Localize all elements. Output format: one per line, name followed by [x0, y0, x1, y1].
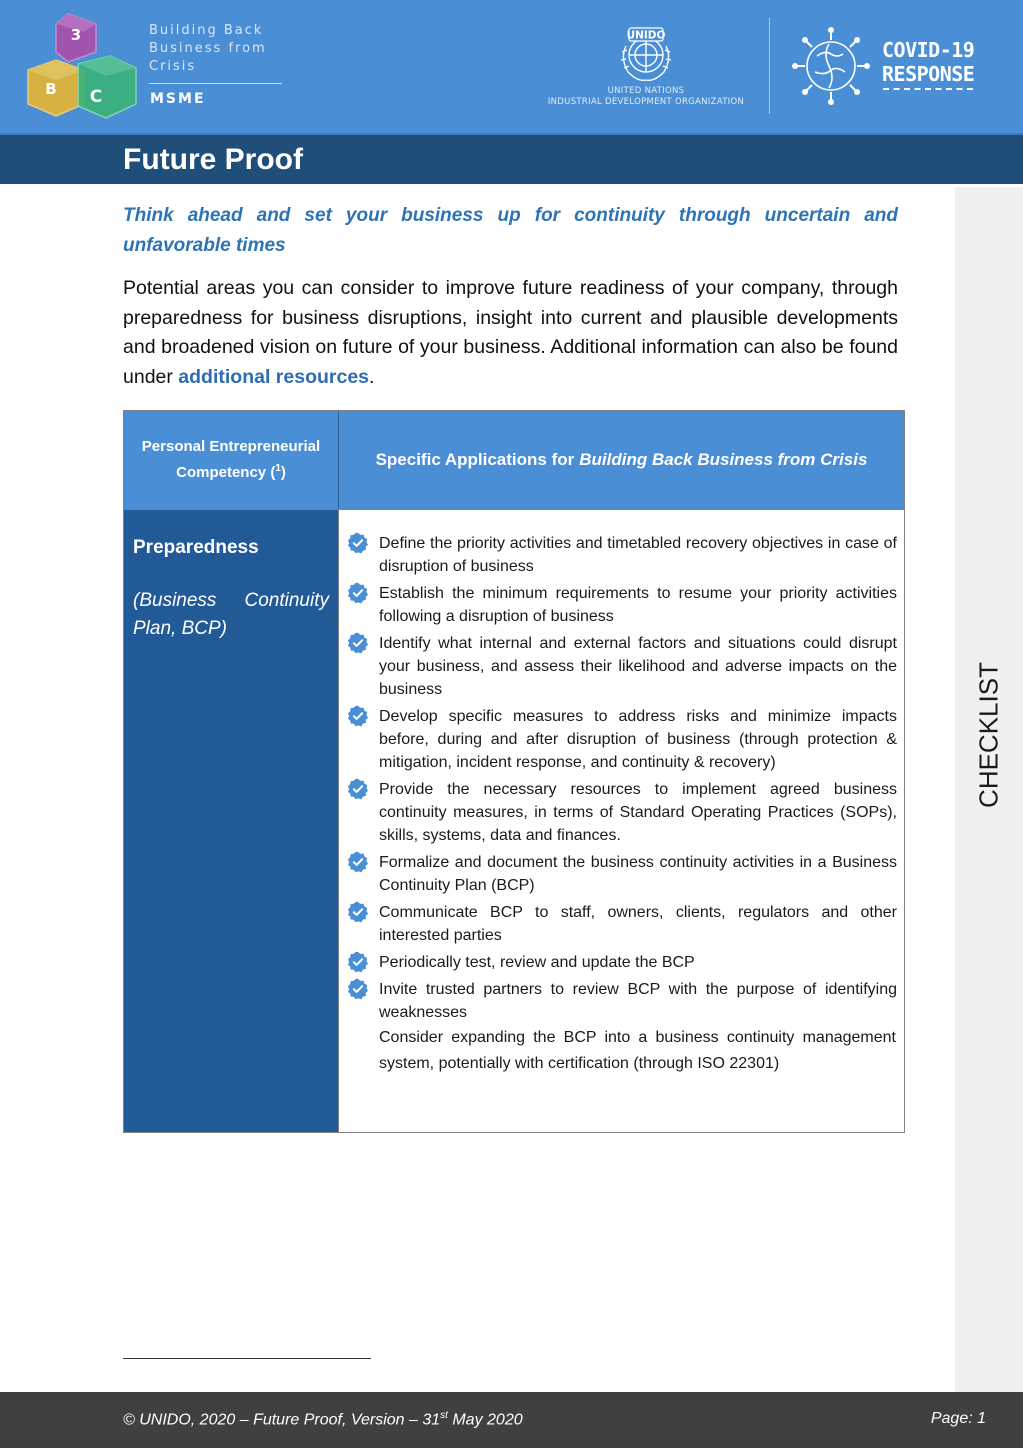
msme-label: MSME: [150, 91, 206, 107]
list-item: [347, 851, 897, 897]
item-text: Define the priority activities and timetabled recovery objectives in case of disruption of business: [379, 535, 897, 575]
footnote-ref[interactable]: 1: [275, 463, 281, 474]
header-competency-text: Personal Entrepreneurial Competency (: [141, 438, 321, 481]
header-applications-prefix: Specific Applications for: [375, 450, 575, 469]
bbb-line-1: Building Back: [149, 23, 264, 38]
unido-org-line-1: UNITED NATIONS: [607, 86, 685, 96]
unido-emblem-icon: [612, 22, 680, 84]
unido-org-line-2: INDUSTRIAL DEVELOPMENT ORGANIZATION: [547, 97, 745, 107]
list-item: [347, 532, 897, 578]
cube-letter-b: B: [45, 80, 57, 98]
competency-subtitle: [133, 587, 329, 643]
tagline: Think ahead and set your business up for continuity through uncertain and unfavorable times: [123, 205, 898, 256]
bbb-divider: [149, 83, 282, 84]
bbb-line-3: Crisis: [149, 59, 197, 74]
title-bar: [0, 133, 1023, 184]
verified-check-icon: [347, 582, 369, 604]
verified-check-icon: [347, 951, 369, 973]
footer-page-number: Page: 1: [930, 1410, 986, 1427]
page-title: Future Proof: [123, 143, 303, 176]
header-divider: [769, 18, 770, 114]
intro-end: .: [369, 365, 375, 388]
intro-paragraph: [123, 274, 898, 392]
table-header-applications: [339, 411, 904, 509]
verified-check-icon: [347, 778, 369, 800]
competency-title: Preparedness: [133, 537, 259, 558]
bbb-cubes-logo: [26, 12, 138, 124]
list-item: [347, 978, 897, 1024]
footer-copyright: [123, 1410, 523, 1429]
item-text: Establish the minimum requirements to resume your priority activities following a disruption of business: [379, 585, 897, 625]
page-footer: [0, 1392, 1023, 1448]
list-item: [347, 901, 897, 947]
cube-letter-3: 3: [70, 26, 82, 44]
competency-subtitle-line-1: (Business Continuity: [133, 590, 329, 611]
covid-response-wordmark: [882, 38, 974, 86]
covid-line-2: RESPONSE: [882, 62, 975, 86]
checklist-items: [347, 532, 897, 1028]
footer-copyright-text: © UNIDO, 2020 – Future Proof, Version – 31: [123, 1411, 441, 1429]
header-competency-close: ): [280, 464, 286, 481]
competency-subtitle-line-2: Plan, BCP): [133, 618, 227, 639]
verified-check-icon: [347, 978, 369, 1000]
header-applications-emphasis: Building Back Business from Crisis: [579, 450, 868, 469]
list-item: [347, 582, 897, 628]
covid-dashed-rule: [883, 88, 973, 90]
unido-wordmark: UNIDO: [626, 29, 666, 42]
verified-check-icon: [347, 851, 369, 873]
cube-letter-c: C: [89, 87, 103, 107]
item-text: Communicate BCP to staff, owners, clients, regulators and other interested parties: [379, 904, 897, 944]
verified-check-icon: [347, 901, 369, 923]
item-text: Identify what internal and external factors and situations could disrupt your business, and assess their likelihood and adverse impacts on the business: [379, 635, 897, 698]
covid-globe-icon: [791, 26, 871, 106]
item-text: Formalize and document the business continuity activities in a Business Continuity Plan (BCP): [379, 854, 897, 894]
additional-resources-link[interactable]: additional resources: [178, 365, 370, 388]
footer-date-suffix: st: [440, 1410, 448, 1421]
footnote-separator: [123, 1358, 371, 1359]
item-text: Provide the necessary resources to implement agreed business continuity measures, in terms of Standard Operating Practices (SOPs), skills, systems, data and finances.: [379, 781, 897, 844]
item-text: Develop specific measures to address risks and minimize impacts before, during and after disruption of business (through protection & mitigation, incident response, and continuity & recovery): [379, 708, 897, 771]
bbb-line-2: Business from: [149, 41, 267, 56]
table-header-competency: [124, 411, 339, 509]
list-item: [347, 778, 897, 847]
list-item: [347, 951, 897, 974]
applications-cell: [339, 509, 904, 1132]
page-header: [0, 0, 1023, 133]
checklist-side-label: CHECKLIST: [973, 662, 1004, 808]
item-text: Periodically test, review and update the BCP: [379, 954, 695, 971]
extra-item-text: Consider expanding the BCP into a business continuity management system, potentially with certification (through ISO 22301): [379, 1029, 896, 1072]
list-item: [347, 705, 897, 774]
list-item: [347, 632, 897, 701]
verified-check-icon: [347, 705, 369, 727]
covid-line-1: COVID-19: [882, 38, 975, 62]
competency-cell: [124, 509, 339, 1132]
footer-copyright-date: May 2020: [447, 1411, 523, 1429]
bbb-wordmark: [149, 22, 289, 76]
unido-org-name: [538, 86, 754, 108]
item-text: Invite trusted partners to review BCP with the purpose of identifying weaknesses: [379, 981, 897, 1021]
intro-text: Potential areas you can consider to improve future readiness of your company, through preparedness for business disruptions, insight into current and plausible developments and broadened vision on future of your business. Additional information can also be found under: [123, 277, 898, 388]
competency-table: [123, 410, 905, 1133]
verified-check-icon: [347, 532, 369, 554]
verified-check-icon: [347, 632, 369, 654]
